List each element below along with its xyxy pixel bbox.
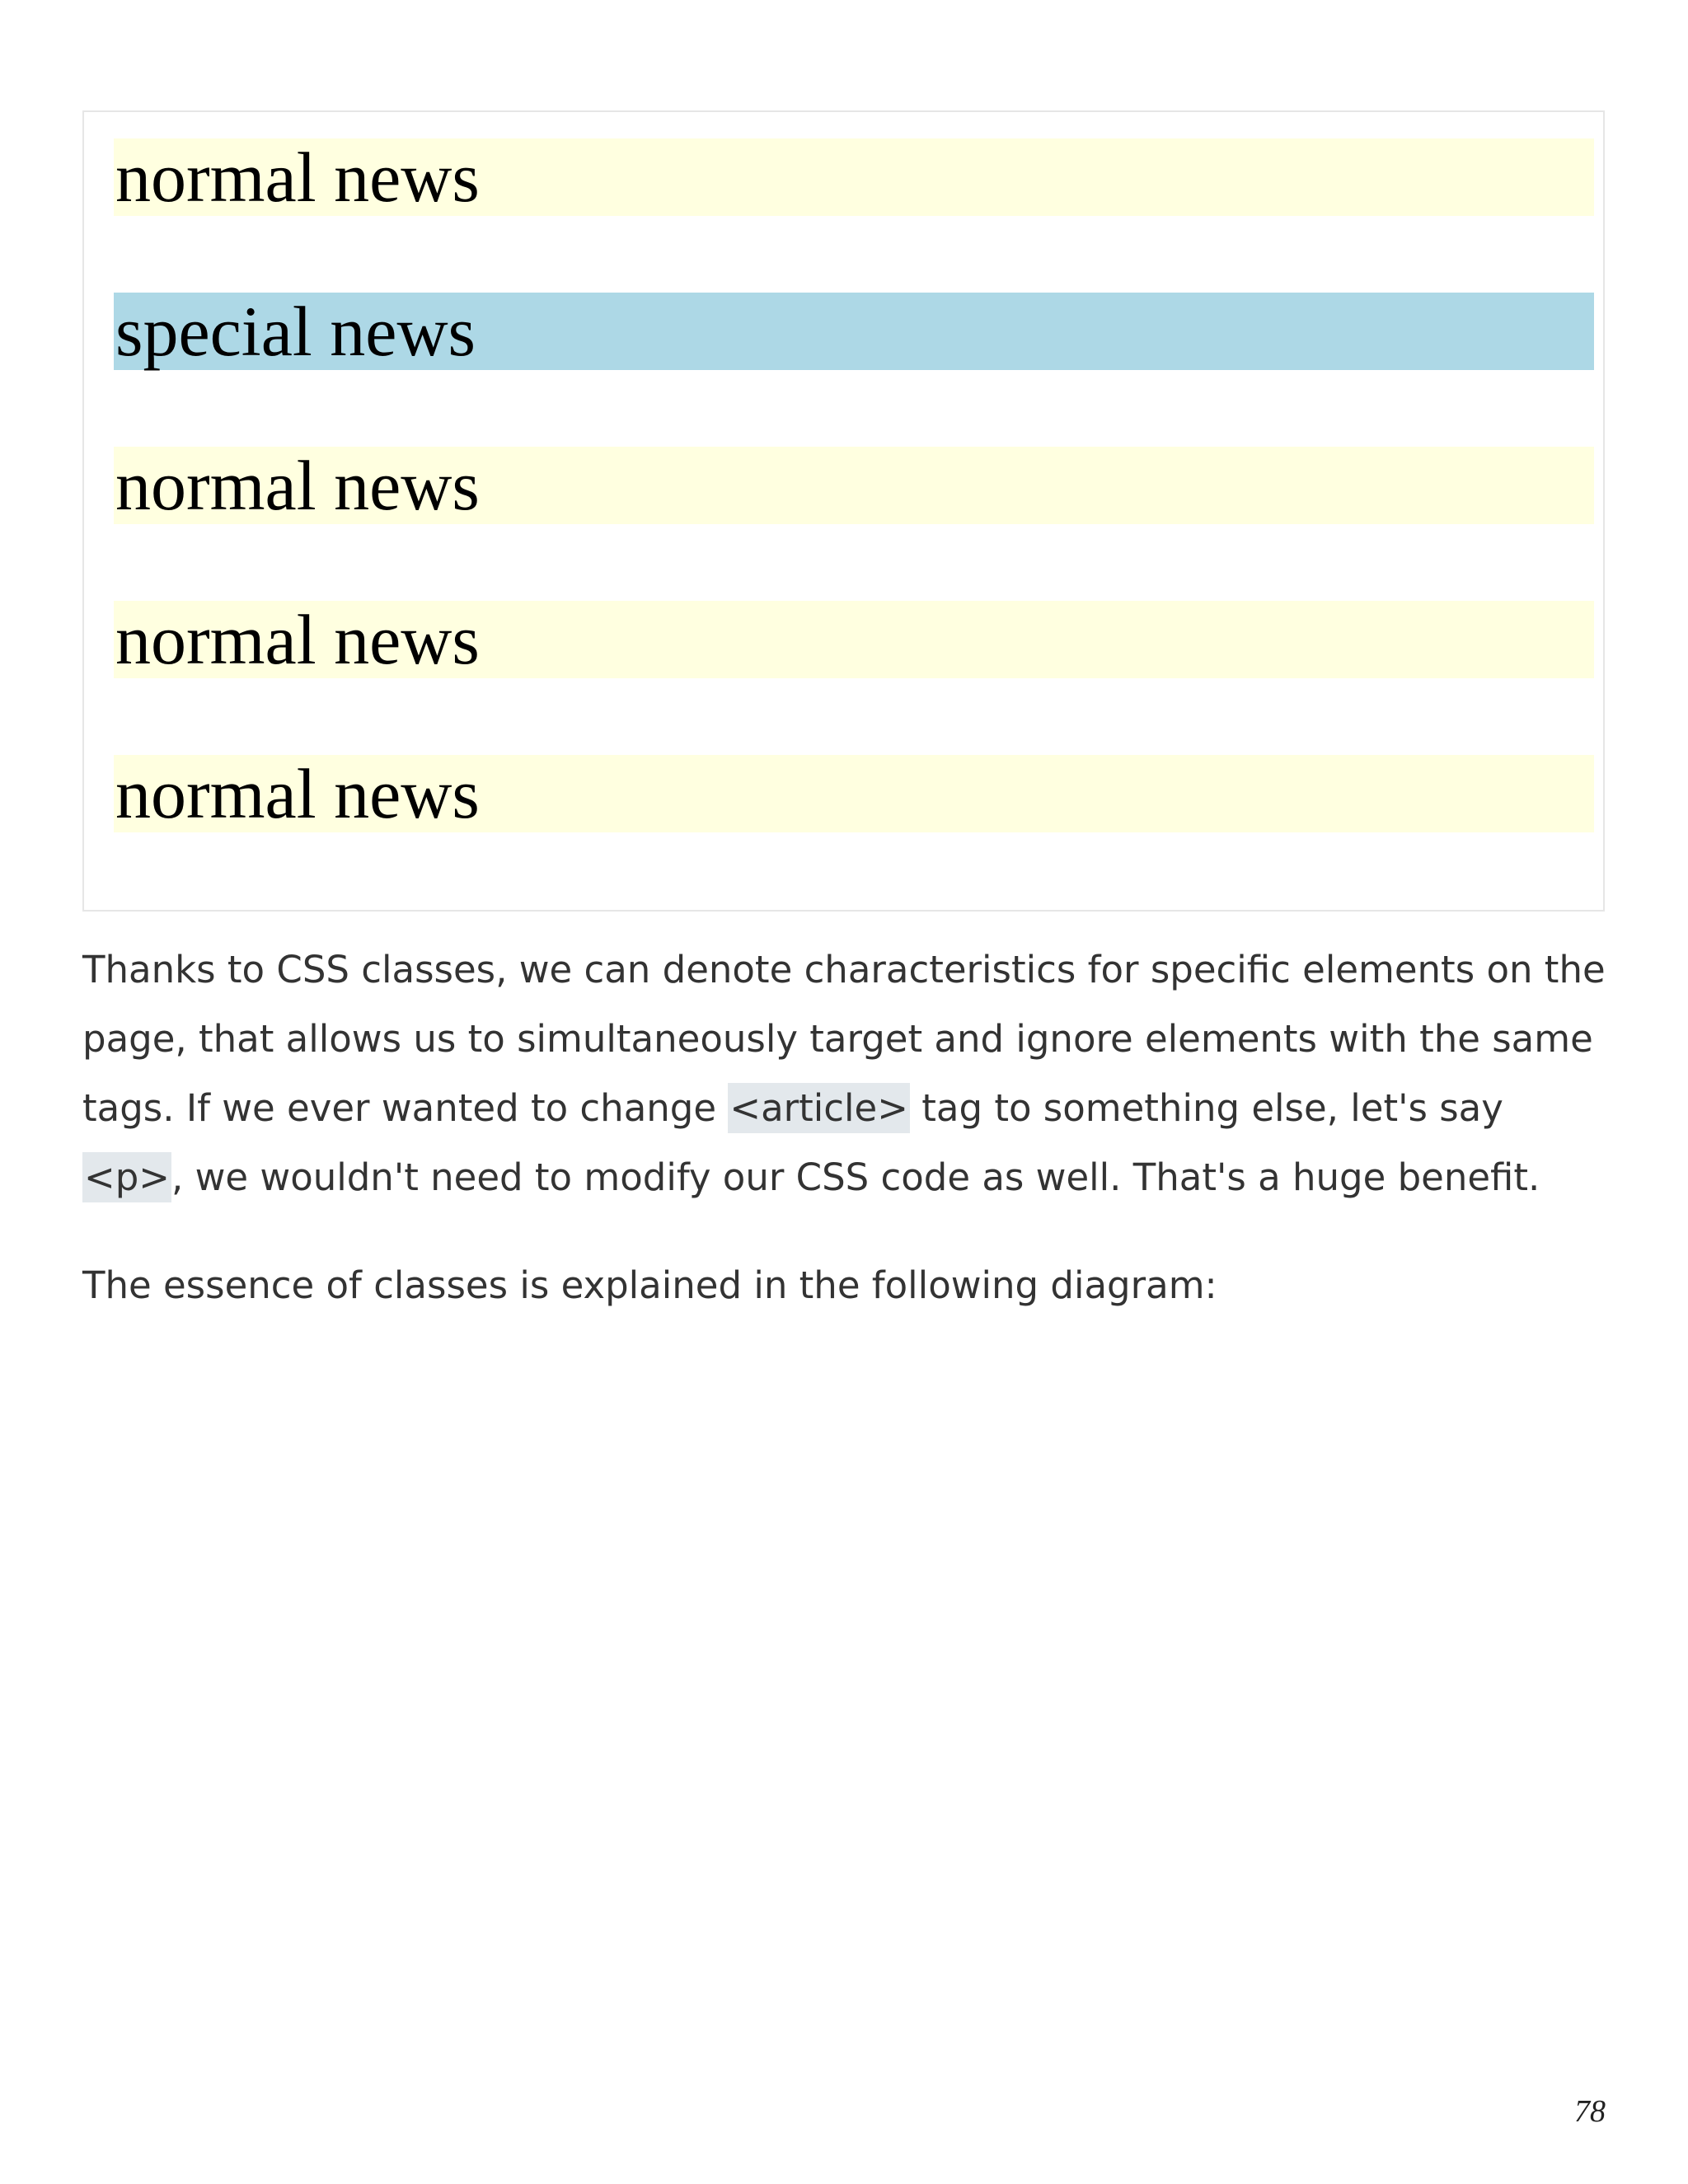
page-number: 78 — [1574, 2094, 1606, 2129]
rendered-example-box — [82, 110, 1605, 912]
paragraph-text: tag to something else, let's say — [909, 1086, 1503, 1130]
special-news-item: special news — [114, 293, 1594, 370]
normal-news-item: normal news — [114, 138, 1594, 216]
inline-code-p: <p> — [82, 1152, 171, 1202]
paragraph-text: , we wouldn't need to modify our CSS code as well. That's a huge benefit. — [171, 1155, 1540, 1199]
inline-code-article: <article> — [728, 1083, 910, 1133]
normal-news-item: normal news — [114, 601, 1594, 678]
paragraph-text: Thanks to CSS classes, we can denote characteristics for specific elements on the page, that allows us to simultaneously target and ignore elements with the same tags. If we ever wanted to change — [82, 948, 1606, 1130]
body-paragraph-diagram-intro: The essence of classes is explained in the following diagram: — [82, 1263, 1217, 1307]
normal-news-item: normal news — [114, 447, 1594, 524]
body-paragraph-classes — [82, 935, 1607, 1212]
normal-news-item: normal news — [114, 755, 1594, 832]
